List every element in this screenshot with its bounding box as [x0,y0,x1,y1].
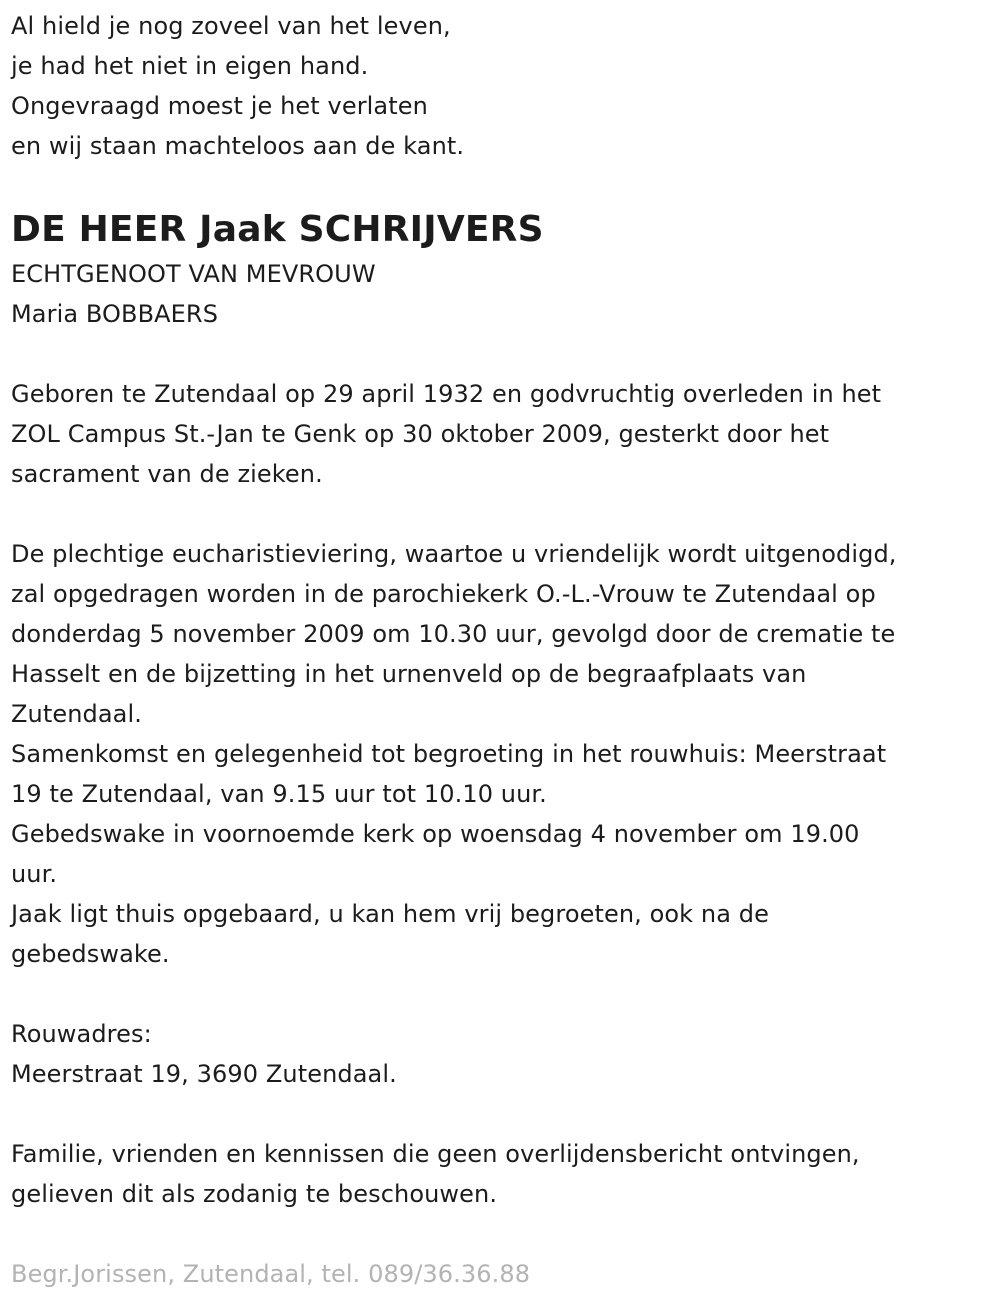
paragraph-line: donderdag 5 november 2009 om 10.30 uur, gevolgd door de crematie te [11,620,896,648]
relation-label: ECHTGENOOT VAN MEVROUW [11,260,376,288]
ceremony-paragraph [11,534,1000,734]
viewing-paragraph [11,894,1000,974]
paragraph-line: zal opgedragen worden in de parochiekerk O.-L.-Vrouw te Zutendaal op [11,580,876,608]
paragraph-line: Samenkomst en gelegenheid tot begroeting in het rouwhuis: Meerstraat [11,740,887,768]
paragraph-line: Gebedswake in voornoemde kerk op woensdag 4 november om 19.00 [11,820,860,848]
undertaker-credit: Begr.Jorissen, Zutendaal, tel. 089/36.36.88 [11,1260,531,1288]
paragraph-line: Hasselt en de bijzetting in het urnenveld op de begraafplaats van [11,660,807,688]
paragraph-line: sacrament van de zieken. [11,460,323,488]
spouse-block [11,254,1000,334]
paragraph-line: 19 te Zutendaal, van 9.15 uur tot 10.10 uur. [11,780,547,808]
address-value: Meerstraat 19, 3690 Zutendaal. [11,1060,397,1088]
poem-line: Ongevraagd moest je het verlaten [11,92,428,120]
paragraph-line: Jaak ligt thuis opgebaard, u kan hem vrij begroeten, ook na de [11,900,769,928]
paragraph-line: Geboren te Zutendaal op 29 april 1932 en godvruchtig overleden in het [11,380,882,408]
address-block [11,1014,1000,1094]
paragraph-line: ZOL Campus St.-Jan te Genk op 30 oktober 2009, gesterkt door het [11,420,830,448]
address-label: Rouwadres: [11,1020,152,1048]
paragraph-line: Zutendaal. [11,700,142,728]
poem [11,6,1000,166]
wake-paragraph [11,814,1000,894]
notice-paragraph [11,1134,1000,1214]
spouse-name: Maria BOBBAERS [11,300,219,328]
paragraph-line: Familie, vrienden en kennissen die geen overlijdensbericht ontvingen, [11,1140,860,1168]
paragraph-line: gelieven dit als zodanig te beschouwen. [11,1180,498,1208]
birth-death-paragraph [11,374,1000,494]
poem-line: Al hield je nog zoveel van het leven, [11,12,451,40]
poem-line: je had het niet in eigen hand. [11,52,369,80]
paragraph-line: De plechtige eucharistieviering, waartoe u vriendelijk wordt uitgenodigd, [11,540,897,568]
poem-line: en wij staan machteloos aan de kant. [11,132,465,160]
deceased-name: DE HEER Jaak SCHRIJVERS [11,209,544,250]
paragraph-line: uur. [11,860,58,888]
gathering-paragraph [11,734,1000,814]
undertaker-footer [11,1254,1000,1294]
paragraph-line: gebedswake. [11,940,170,968]
